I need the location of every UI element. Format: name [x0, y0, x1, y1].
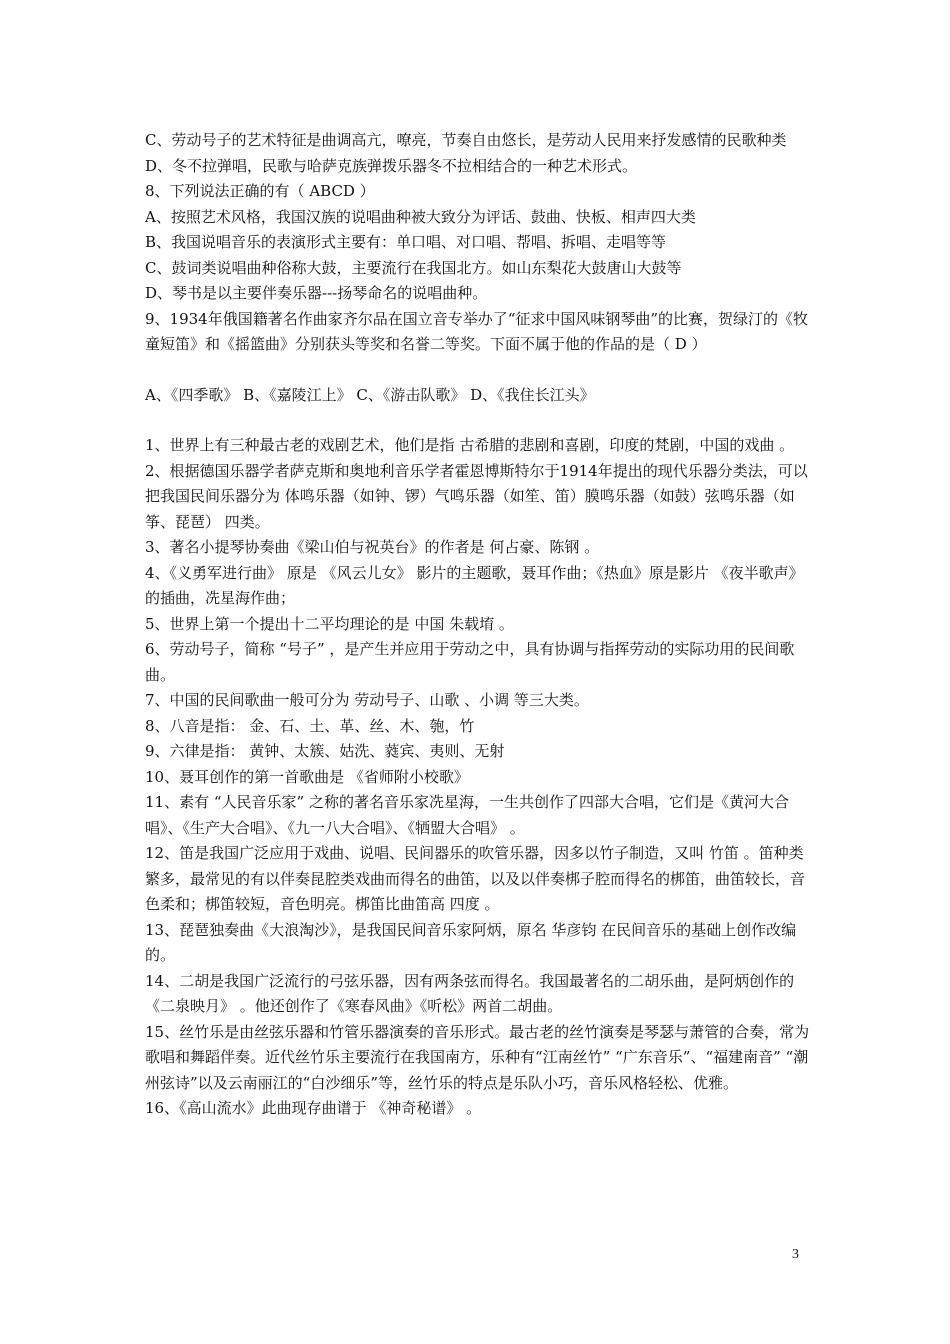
fill-in-item: 12、笛是我国广泛应用于戏曲、说唱、民间器乐的吹管乐器，因多以竹子制造，又叫 竹笛 。笛种类繁多，最常见的有以伴奏昆腔类戏曲而得名的曲笛，以及以伴奏梆子腔而得名的梆笛，曲笛较长，音色柔和；梆笛较短，音色明亮。梆笛比曲笛高 四度 。: [145, 844, 806, 913]
paragraph: D、冬不拉弹唱，民歌与哈萨克族弹拨乐器冬不拉相结合的一种艺术形式。: [145, 156, 638, 175]
fill-in-item: 5、世界上第一个提出十二平均理论的是 中国 朱载堉 。: [145, 614, 514, 633]
fill-in-item: 3、著名小提琴协奏曲《梁山伯与祝英台》的作者是 何占豪、陈钢 。: [145, 538, 600, 556]
fill-in-item: 15、丝竹乐是由丝弦乐器和竹管乐器演奏的音乐形式。最古老的丝竹演奏是琴瑟与萧管的合奏，常为歌唱和舞蹈伴奏。近代丝竹乐主要流行在我国南方，乐种有“江南丝竹” “广东音乐”、“福建南音” “潮州弦诗”以及云南丽江的“白沙细乐”等，丝竹乐的特点是乐队小巧，音乐风格轻松、优雅。: [145, 1022, 810, 1092]
paragraph: D、琴书是以主要伴奏乐器---扬琴命名的说唱曲种。: [145, 284, 488, 302]
fill-in-item: 13、琵琶独奏曲《大浪淘沙》，是我国民间音乐家阿炳，原名 华彦钧 在民间音乐的基础上创作改编的。: [145, 920, 797, 964]
paragraph: B、我国说唱音乐的表演形式主要有：单口唱、对口唱、帮唱、拆唱、走唱等等: [145, 233, 667, 251]
question-heading: 9、1934年俄国籍著名作曲家齐尔品在国立音专举办了“征求中国风味钢琴曲”的比赛，贺绿汀的《牧童短笛》和《摇篮曲》分别获头等奖和名誉二等奖。下面不属于他的作品的是（ D ）: [145, 309, 809, 353]
question-heading: 8、下列说法正确的有（ ABCD ）: [145, 182, 375, 200]
page-number: 3: [792, 1247, 799, 1262]
answer-options: A、《四季歌》 B、《嘉陵江上》 C、《游击队歌》 D、《我住长江头》: [145, 385, 595, 404]
paragraph: C、鼓词类说唱曲种俗称大鼓，主要流行在我国北方。如山东梨花大鼓唐山大鼓等: [145, 258, 682, 277]
fill-in-item: 4、《义勇军进行曲》 原是 《风云儿女》 影片的主题歌，聂耳作曲；《热血》原是影片 《夜半歌声》 的插曲，冼星海作曲；: [145, 563, 804, 607]
fill-in-item: 9、六律是指： 黄钟、太簇、姑洗、蕤宾、夷则、无射: [145, 742, 505, 760]
fill-in-item: 1、世界上有三种最古老的戏剧艺术，他们是指 古希腊的悲剧和喜剧，印度的梵剧，中国的戏曲 。: [145, 436, 795, 454]
fill-in-item: 2、根据德国乐器学者萨克斯和奥地利音乐学者霍恩博斯特尔于1914年提出的现代乐器分类法，可以把我国民间乐器分为 体鸣乐器（如钟、锣）气鸣乐器（如笙、笛）膜鸣乐器（如鼓）弦鸣乐器（如筝、琵琶） 四类。: [145, 461, 808, 531]
fill-in-item: 14、二胡是我国广泛流行的弓弦乐器，因有两条弦而得名。我国最著名的二胡乐曲，是阿炳创作的 《二泉映月》 。他还创作了《寒春风曲》《听松》两首二胡曲。: [145, 971, 795, 1015]
fill-in-item: 10、聂耳创作的第一首歌曲是 《省师附小校歌》: [145, 767, 469, 786]
fill-in-item: 8、八音是指： 金、石、土、革、丝、木、匏，竹: [145, 716, 475, 735]
fill-in-item: 7、中国的民间歌曲一般可分为 劳动号子、山歌 、小调 等三大类。: [145, 691, 589, 709]
spacer: [145, 408, 810, 433]
fill-in-item: 11、素有 “人民音乐家” 之称的著名音乐家冼星海，一生共创作了四部大合唱，它们是《黄河大合唱》、《生产大合唱》、《九一八大合唱》、《牺盟大合唱》 。: [145, 793, 789, 837]
paragraph: C、劳动号子的艺术特征是曲调高亢，嘹亮，节奏自由悠长，是劳动人民用来抒发感情的民歌种类: [145, 131, 787, 149]
fill-in-item: 16、《高山流水》此曲现存曲谱于 《神奇秘谱》 。: [145, 1099, 482, 1117]
fill-in-item: 6、劳动号子，简称 “号子” ，是产生并应用于劳动之中，具有协调与指挥劳动的实际功用的民间歌曲。: [145, 640, 795, 684]
paragraph: A、按照艺术风格，我国汉族的说唱曲种被大致分为评话、鼓曲、快板、相声四大类: [145, 207, 696, 226]
page-content: [145, 128, 810, 1122]
spacer: [145, 358, 810, 383]
